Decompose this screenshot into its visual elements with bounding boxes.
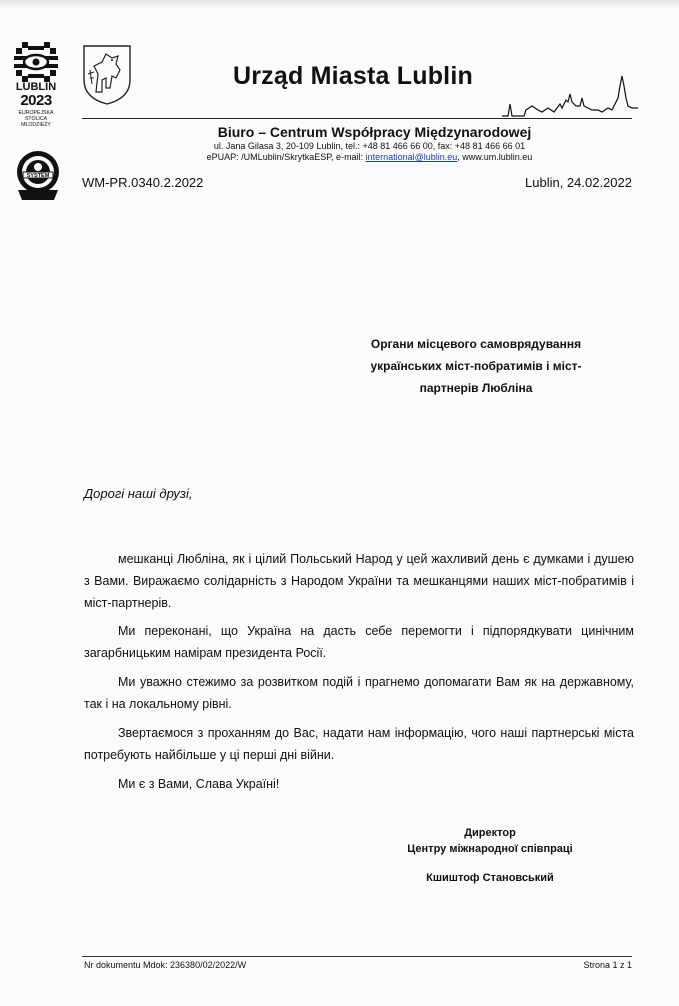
recipient-line-2: українських міст-побратимів і міст- <box>370 359 582 373</box>
lublin-logo-subtitle-3: MŁODZIEŻY <box>21 122 51 128</box>
lublin-2023-logo <box>14 42 62 128</box>
letter-paragraph-1: мешканці Любліна, як і цілий Польський Народ у цей жахливий день є думками і душею з Вами. Виражаємо солідарність з Народом України та мешканцями наших міст-побратимів і міст-партнерів. <box>84 552 634 610</box>
letter-paragraph-3: Ми уважно стежимо за розвитком подій і прагнемо допомагати Вам як на державному, так і на локальному рівні. <box>84 675 634 711</box>
website-text: , www.um.lublin.eu <box>457 152 533 162</box>
signatory-name: Кшиштоф Становський <box>426 872 554 884</box>
letter-paragraph-4: Звертаємося з проханням до Вас, надати нам інформацію, чого наші партнерські міста потребують найбільше у ці перші дні війни. <box>84 726 634 762</box>
recipient-line-3: партнерів Любліна <box>419 381 533 395</box>
lublin-logo-subtitle-2: STOLICA <box>24 116 48 122</box>
lublin-logo-subtitle-1: EUROPEJSKA <box>18 110 54 116</box>
email-link[interactable]: international@lublin.eu <box>365 152 458 162</box>
signature-title <box>392 825 588 857</box>
letter-paragraph-2: Ми переконані, що Україна на дасть себе перемогти і підпорядкувати цинічним загарбницьким намірам президента Росії. <box>84 624 634 660</box>
org-title: Urząd Miasta Lublin <box>233 62 473 90</box>
epuap-text: ePUAP: /UMLublin/SkrytkaESP, e-mail: <box>206 152 366 162</box>
lublin-logo-year: 2023 <box>20 92 52 109</box>
department-contact <box>0 152 679 162</box>
department-name: Biuro – Centrum Współpracy Międzynarodowej <box>217 124 532 140</box>
lublin-logo-name: LUBLIN <box>15 81 57 93</box>
goat-crest-icon <box>82 44 132 106</box>
salutation: Дорогі наші друзі, <box>84 486 193 501</box>
signature-title-line-1: Директор <box>464 827 516 839</box>
department-address: ul. Jana Gilasa 3, 20-109 Lublin, tel.: +48 81 466 66 00, fax: +48 81 466 66 01 <box>213 141 526 151</box>
recipient-block <box>346 333 606 399</box>
city-skyline-icon <box>502 72 638 118</box>
system-badge-text: SYSTEM <box>26 173 50 179</box>
letter-paragraph-5: Ми є з Вами, Слава Україні! <box>118 777 280 791</box>
lublin-eye-emblem-icon <box>14 42 58 82</box>
letter-date: Lublin, 24.02.2022 <box>525 175 632 190</box>
lublin-coat-of-arms <box>82 44 132 111</box>
footer-divider <box>82 956 632 957</box>
header-divider <box>82 118 632 119</box>
signature-title-line-2: Центру міжнародної співпраці <box>407 843 573 855</box>
document-number: Nr dokumentu Mdok: 236380/02/2022/W <box>84 960 247 970</box>
page-number: Strona 1 z 1 <box>583 960 632 970</box>
reference-number: WM-PR.0340.2.2022 <box>82 175 204 190</box>
recipient-line-1: Органи місцевого самоврядування <box>370 337 582 351</box>
page-top-shadow <box>0 0 679 10</box>
